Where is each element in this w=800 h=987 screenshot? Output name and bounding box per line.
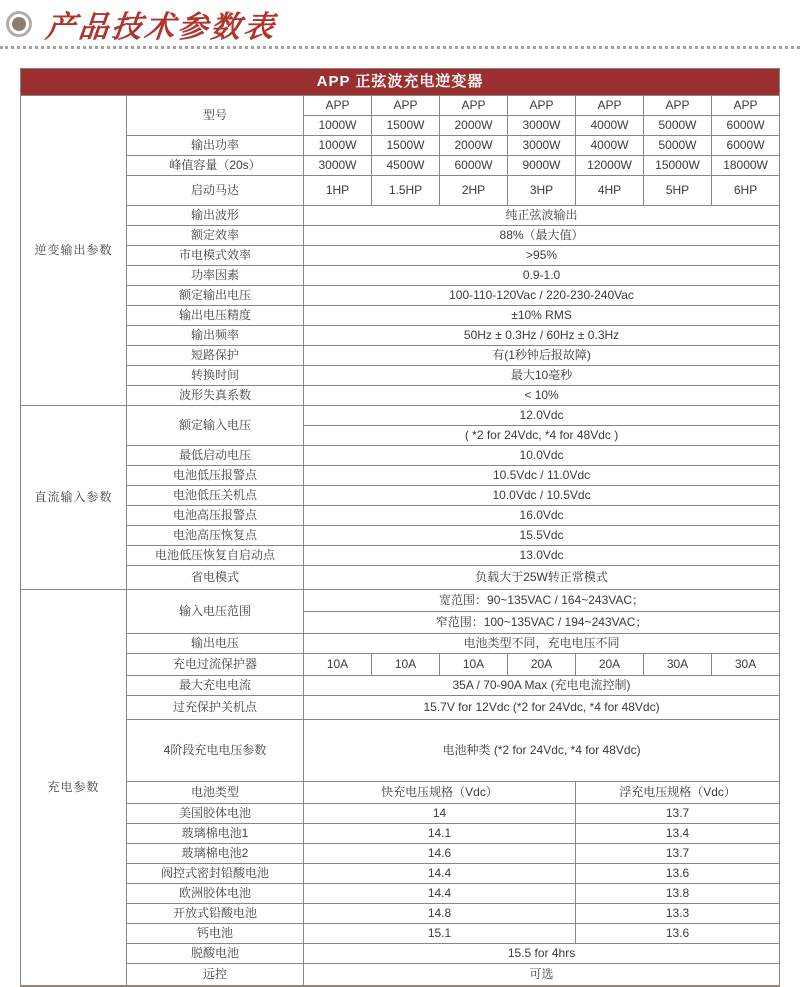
value-cell: 电池类型不同，充电电压不同 (304, 634, 780, 654)
param-label: 电池低压恢复自启动点 (127, 546, 304, 566)
value-cell: 15.7V for 12Vdc (*2 for 24Vdc, *4 for 48Vdc) (304, 696, 780, 720)
model-watt-cell: 4000W (576, 116, 644, 136)
value-cell: 15.5Vdc (304, 526, 780, 546)
battery-row (21, 884, 780, 904)
param-label: 市电模式效率 (127, 246, 304, 266)
spec-row (21, 676, 780, 696)
battery-header-row (21, 782, 780, 804)
battery-row (21, 864, 780, 884)
float-value: 13.8 (576, 884, 780, 904)
spec-row (21, 246, 780, 266)
spec-row (21, 366, 780, 386)
value-cell: 35A / 70-90A Max (充电电流控制) (304, 676, 780, 696)
param-label: 最大充电电流 (127, 676, 304, 696)
four-stage-row (21, 720, 780, 782)
model-brand-cell: APP (508, 96, 576, 116)
start-motor-row (21, 176, 780, 206)
param-label: 额定输出电压 (127, 286, 304, 306)
value-cell: 6000W (440, 156, 508, 176)
bullet-dot-icon (12, 17, 26, 31)
param-output-power: 输出功率 (127, 136, 304, 156)
value-cell: 16.0Vdc (304, 506, 780, 526)
battery-type: 玻璃棉电池2 (127, 844, 304, 864)
spec-row (21, 546, 780, 566)
param-label: 过充保护关机点 (127, 696, 304, 720)
spec-row (21, 386, 780, 406)
spec-row (21, 286, 780, 306)
spec-row (21, 944, 780, 964)
value-cell: 0.9-1.0 (304, 266, 780, 286)
model-brand-cell: APP (644, 96, 712, 116)
model-watt-cell: 1500W (372, 116, 440, 136)
value-cell: 4500W (372, 156, 440, 176)
param-label: 输出波形 (127, 206, 304, 226)
fast-value: 14.4 (304, 864, 576, 884)
spec-row (21, 634, 780, 654)
spec-row (21, 326, 780, 346)
model-watt-cell: 6000W (712, 116, 780, 136)
param-overcurrent-protector: 充电过流保护器 (127, 654, 304, 676)
param-rated-input-voltage: 额定输入电压 (127, 406, 304, 446)
fast-value: 14.8 (304, 904, 576, 924)
value-cell: 12000W (576, 156, 644, 176)
battery-type: 玻璃棉电池1 (127, 824, 304, 844)
value-cell: 100-110-120Vac / 220-230-240Vac (304, 286, 780, 306)
model-brand-cell: APP (712, 96, 780, 116)
value-cell: 10A (304, 654, 372, 676)
spec-row (21, 346, 780, 366)
bullet-icon (6, 11, 32, 37)
battery-row (21, 824, 780, 844)
model-brand-row (21, 96, 780, 116)
model-brand-cell: APP (304, 96, 372, 116)
param-label: 远控 (127, 964, 304, 986)
spec-row (21, 526, 780, 546)
page-title: 产品技术参数表 (43, 11, 279, 44)
model-brand-cell: APP (440, 96, 508, 116)
param-label: 功率因素 (127, 266, 304, 286)
model-watt-cell: 2000W (440, 116, 508, 136)
param-start-motor: 启动马达 (127, 176, 304, 206)
value-cell: 12.0Vdc (304, 406, 780, 426)
fast-charge-header: 快充电压规格（Vdc） (304, 782, 576, 804)
value-cell: 可选 (304, 964, 780, 986)
param-label: 输出电压 (127, 634, 304, 654)
overcurrent-protector-row (21, 654, 780, 676)
rated-input-row (21, 406, 780, 426)
param-label: 电池低压报警点 (127, 466, 304, 486)
value-cell: 10.0Vdc / 10.5Vdc (304, 486, 780, 506)
value-cell: ±10% RMS (304, 306, 780, 326)
spec-row (21, 566, 780, 590)
param-peak-capacity: 峰值容量（20s） (127, 156, 304, 176)
value-cell: 15000W (644, 156, 712, 176)
value-cell: 1500W (372, 136, 440, 156)
battery-type: 阀控式密封铅酸电池 (127, 864, 304, 884)
param-label: 最低启动电压 (127, 446, 304, 466)
param-label: 输出频率 (127, 326, 304, 346)
value-cell: 有(1秒钟后报故障) (304, 346, 780, 366)
param-label: 电池高压报警点 (127, 506, 304, 526)
value-cell: 18000W (712, 156, 780, 176)
battery-row (21, 804, 780, 824)
value-cell: 1HP (304, 176, 372, 206)
param-label: 脱酸电池 (127, 944, 304, 964)
float-value: 13.7 (576, 804, 780, 824)
spec-row (21, 506, 780, 526)
value-cell: 88%（最大值） (304, 226, 780, 246)
section-label-inverter: 逆变输出参数 (21, 96, 127, 406)
value-cell: 1000W (304, 136, 372, 156)
param-label: 额定效率 (127, 226, 304, 246)
table-title: APP 正弦波充电逆变器 (21, 69, 780, 96)
value-cell: 15.5 for 4hrs (304, 944, 780, 964)
param-label: 输出电压精度 (127, 306, 304, 326)
section-label-charging: 充电参数 (21, 590, 127, 986)
float-value: 13.6 (576, 924, 780, 944)
param-model: 型号 (127, 96, 304, 136)
value-cell: 4000W (576, 136, 644, 156)
battery-type-header: 电池类型 (127, 782, 304, 804)
value-cell: 50Hz ± 0.3Hz / 60Hz ± 0.3Hz (304, 326, 780, 346)
fast-value: 14.6 (304, 844, 576, 864)
value-cell: 13.0Vdc (304, 546, 780, 566)
input-voltage-range-row (21, 590, 780, 612)
output-power-row (21, 136, 780, 156)
value-cell: 窄范围：100~135VAC / 194~243VAC； (304, 612, 780, 634)
value-cell: 6HP (712, 176, 780, 206)
spec-row (21, 964, 780, 986)
battery-row (21, 904, 780, 924)
param-label: 波形失真系数 (127, 386, 304, 406)
fast-value: 15.1 (304, 924, 576, 944)
float-value: 13.7 (576, 844, 780, 864)
battery-row (21, 844, 780, 864)
value-cell: 负载大于25W转正常模式 (304, 566, 780, 590)
model-watt-cell: 3000W (508, 116, 576, 136)
value-cell: 10A (372, 654, 440, 676)
value-cell: 30A (644, 654, 712, 676)
value-cell: 电池种类 (*2 for 24Vdc, *4 for 48Vdc) (304, 720, 780, 782)
param-label: 电池高压恢复点 (127, 526, 304, 546)
page-header (0, 0, 800, 44)
value-cell: 3HP (508, 176, 576, 206)
value-cell: 9000W (508, 156, 576, 176)
param-label: 省电模式 (127, 566, 304, 590)
table-header-row (21, 69, 780, 96)
param-label: 电池低压关机点 (127, 486, 304, 506)
spec-row (21, 226, 780, 246)
model-brand-cell: APP (372, 96, 440, 116)
fast-value: 14.4 (304, 884, 576, 904)
value-cell: 6000W (712, 136, 780, 156)
value-cell: 2HP (440, 176, 508, 206)
spec-table (20, 68, 780, 987)
value-cell: 3000W (508, 136, 576, 156)
value-cell: ( *2 for 24Vdc, *4 for 48Vdc ) (304, 426, 780, 446)
fast-value: 14.1 (304, 824, 576, 844)
value-cell: 2000W (440, 136, 508, 156)
value-cell: 4HP (576, 176, 644, 206)
float-value: 13.3 (576, 904, 780, 924)
value-cell: 10.5Vdc / 11.0Vdc (304, 466, 780, 486)
value-cell: >95% (304, 246, 780, 266)
spec-row (21, 466, 780, 486)
dotted-divider (0, 46, 800, 49)
spec-row (21, 486, 780, 506)
model-watt-cell: 5000W (644, 116, 712, 136)
spec-row (21, 266, 780, 286)
value-cell: 10.0Vdc (304, 446, 780, 466)
value-cell: 宽范围：90~135VAC / 164~243VAC； (304, 590, 780, 612)
value-cell: 最大10毫秒 (304, 366, 780, 386)
section-label-dc-input: 直流输入参数 (21, 406, 127, 590)
float-value: 13.6 (576, 864, 780, 884)
value-cell: 5000W (644, 136, 712, 156)
value-cell: 纯正弦波输出 (304, 206, 780, 226)
model-brand-cell: APP (576, 96, 644, 116)
battery-type: 欧洲胶体电池 (127, 884, 304, 904)
param-four-stage: 4阶段充电电压参数 (127, 720, 304, 782)
spec-row (21, 206, 780, 226)
value-cell: 3000W (304, 156, 372, 176)
float-charge-header: 浮充电压规格（Vdc） (576, 782, 780, 804)
value-cell: 20A (508, 654, 576, 676)
value-cell: 5HP (644, 176, 712, 206)
value-cell: < 10% (304, 386, 780, 406)
param-label: 短路保护 (127, 346, 304, 366)
value-cell: 30A (712, 654, 780, 676)
spec-row (21, 446, 780, 466)
spec-row (21, 306, 780, 326)
spec-row (21, 696, 780, 720)
peak-capacity-row (21, 156, 780, 176)
fast-value: 14 (304, 804, 576, 824)
battery-row (21, 924, 780, 944)
battery-type: 美国胶体电池 (127, 804, 304, 824)
param-label: 转换时间 (127, 366, 304, 386)
value-cell: 1.5HP (372, 176, 440, 206)
model-watt-cell: 1000W (304, 116, 372, 136)
battery-type: 开放式铅酸电池 (127, 904, 304, 924)
battery-type: 钙电池 (127, 924, 304, 944)
param-input-voltage-range: 输入电压范围 (127, 590, 304, 634)
float-value: 13.4 (576, 824, 780, 844)
value-cell: 10A (440, 654, 508, 676)
value-cell: 20A (576, 654, 644, 676)
